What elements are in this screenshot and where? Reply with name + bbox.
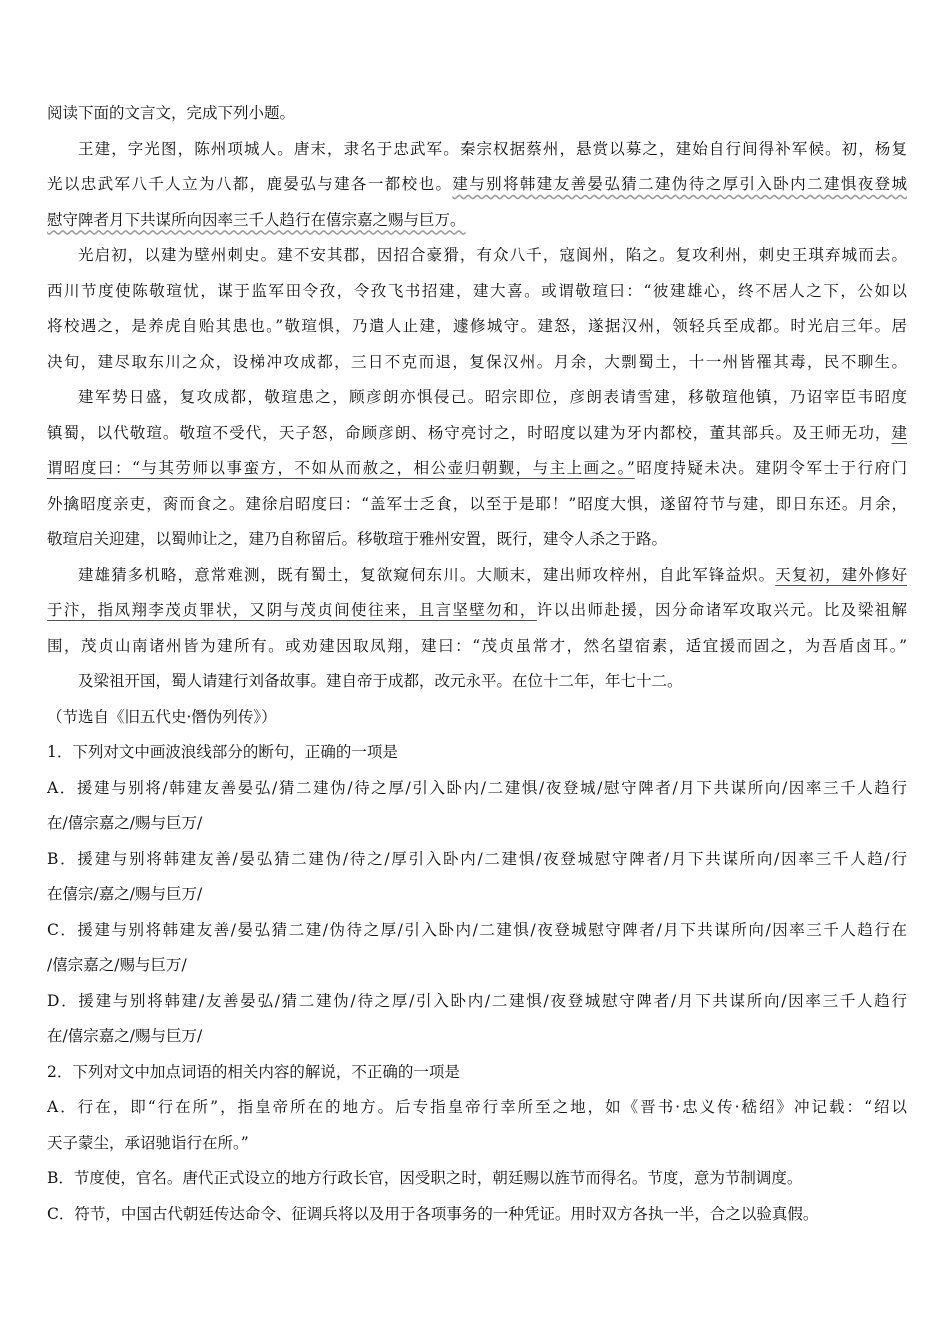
question-line xyxy=(47,735,907,771)
text-segment: 光以忠武军八千人立为八都，鹿晏弘与建各一都校也。 xyxy=(47,175,453,193)
option-line xyxy=(47,984,907,1020)
p4-line xyxy=(47,629,907,665)
text-segment: B．援建与别将韩建友善/晏弘猜二建伪/待之/厚引入卧内/二建惧/夜登城慰守陴者/月下共谋所向/因率三千人趋/行 xyxy=(47,849,907,868)
text-segment: C．援建与别将韩建友善/晏弘猜二建/伪待之厚/引入卧内/二建惧/夜登城慰守陴者/月下共谋所向/因率三千人趋行在 xyxy=(47,920,907,939)
option-line xyxy=(47,877,907,913)
text-segment: /僖宗嘉之/赐与巨万/ xyxy=(47,956,187,974)
p2-line xyxy=(47,238,907,274)
text-segment: 外擒昭度亲吏，脔而食之。建徐启昭度曰：“盖军士乏食，以至于是耶！”昭度大惧，遂留符节与建，即日东还。月余， xyxy=(47,494,907,513)
option-line xyxy=(47,948,907,984)
underlined-text: 慰守陴者月下共谋所向因率三千人趋行在僖宗嘉之赐与巨万。 xyxy=(47,210,466,229)
p4-line xyxy=(47,593,907,629)
p3-line xyxy=(47,522,907,558)
text-segment: D．援建与别将韩建/友善晏弘/猜二建伪/待之厚/引入卧内/二建惧/夜登城慰守陴者/月下共谋所向/因率三千人趋行 xyxy=(47,991,907,1010)
text-segment: A．行在，即“行在所”，指皇帝所在的地方。后专指皇帝行幸所至之地，如《晋书·忠义传·嵇绍》冲记载：“绍以 xyxy=(47,1098,907,1116)
underlined-text: 天复初，建外修好 xyxy=(775,565,907,584)
option-line xyxy=(47,1197,907,1233)
text-segment: （节选自《旧五代史·僭伪列传》） xyxy=(47,707,277,726)
option-line xyxy=(47,1126,907,1162)
text-segment: 建雄猜多机略，意常难测，既有蜀土，复欲窥伺东川。大顺末，建出师攻梓州，自此军锋益炽。 xyxy=(78,565,776,584)
text-segment: 在/僖宗嘉之/赐与巨万/ xyxy=(47,1027,203,1045)
underlined-text: 谓昭度曰：“与其劳师以事蛮方，不如从而赦之，相公壶归朝觐，与主上画之。” xyxy=(47,459,635,477)
underlined-text: 建与别将韩建友善晏弘猜二建伪待之厚引入卧内二建惧夜登城 xyxy=(452,175,907,193)
text-segment: 光启初，以建为壁州刺史。建不安其郡，因招合豪猾，有众八千，寇阆州，陷之。复攻利州，刺史王琪弃城而去。 xyxy=(78,246,907,264)
text-segment: 1．下列对文中画波浪线部分的断句，正确的一项是 xyxy=(47,743,398,761)
text-segment: 在/僖宗嘉之/赐与巨万/ xyxy=(47,814,203,832)
option-line xyxy=(47,806,907,842)
option-line xyxy=(47,913,907,949)
p4-line xyxy=(47,558,907,594)
p3-line xyxy=(47,416,907,452)
p2-line xyxy=(47,309,907,345)
p3-line xyxy=(47,451,907,487)
p1-line xyxy=(47,167,907,203)
p3-line xyxy=(47,380,907,416)
text-segment: A．援建与别将/韩建友善晏弘/猜二建伪/待之厚/引入卧内/二建惧/夜登城/慰守陴者/月下共谋所向/因率三千人趋行 xyxy=(47,778,907,797)
text-segment: 许以出师赴援，因分命诸军攻取兴元。比及梁祖解 xyxy=(536,601,907,619)
text-segment: 将校遇之，是养虎自贻其患也。”敬瑄惧，乃遣人止建，遽修城守。建怒，遂据汉州，领轻兵至成都。时光启三年。居 xyxy=(47,317,907,335)
p5-line xyxy=(47,664,907,700)
option-line xyxy=(47,842,907,878)
option-line xyxy=(47,771,907,807)
text-segment: B．节度使，官名。唐代正式设立的地方行政长官，因受职之时，朝廷赐以旌节而得名。节度，意为节制调度。 xyxy=(47,1169,803,1187)
text-segment: 西川节度使陈敬瑄忧，谋于监军田令孜，令孜飞书招建，建大喜。或谓敬瑄曰：“彼建雄心，终不居人之下，公如以 xyxy=(47,281,907,300)
text-segment: 镇蜀，以代敬瑄。敬瑄不受代，天子怒，命顾彦朗、杨守亮讨之，时昭度以建为牙内都校，董其部兵。及王师无功， xyxy=(47,423,892,442)
option-line xyxy=(47,1161,907,1197)
text-segment: 在僖宗/嘉之/赐与巨万/ xyxy=(47,885,203,903)
text-segment: 2．下列对文中加点词语的相关内容的解说，不正确的一项是 xyxy=(47,1062,460,1081)
p1-line xyxy=(47,132,907,168)
question-line xyxy=(47,1055,907,1091)
text-segment: 围，茂贞山南诸州皆为建所有。或劝建因取凤翔，建曰：“茂贞虽常才，然名望宿素，适宜援而固之，为吾盾卤耳。” xyxy=(47,636,907,655)
document-body xyxy=(47,96,907,1232)
p3-line xyxy=(47,487,907,523)
text-segment: 阅读下面的文言文，完成下列小题。 xyxy=(47,104,296,122)
underlined-text: 于汴，指凤翔李茂贞罪状，又阴与茂贞间使往来，且言坚壁勿和， xyxy=(47,601,537,619)
text-segment: 及梁祖开国，蜀人请建行刘备故事。建自帝于成都，改元永平。在位十二年，年七十二。 xyxy=(78,672,683,690)
p1-line xyxy=(47,203,907,239)
p2-line xyxy=(47,274,907,310)
p2-line xyxy=(47,345,907,381)
text-segment: 天子蒙尘，承诏驰诣行在所。” xyxy=(47,1133,249,1152)
option-line xyxy=(47,1090,907,1126)
text-segment: 建军势日盛，复攻成都，敬瑄患之，顾彦朗亦惧侵己。昭宗即位，彦朗表请雪建，移敬瑄他镇，乃诏宰臣韦昭度 xyxy=(78,388,907,406)
text-segment: 昭度持疑未决。建阴令军士于行府门 xyxy=(634,459,907,477)
option-line xyxy=(47,1019,907,1055)
text-segment: 决旬，建尽取东川之众，设梯冲攻成都，三日不克而退，复保汉州。月余，大剽蜀土，十一州皆罹其毒，民不聊生。 xyxy=(47,352,907,371)
source-line xyxy=(47,700,907,736)
underlined-text: 建 xyxy=(891,423,907,442)
text-segment: 敬瑄启关迎建，以蜀帅让之，建乃自称留后。移敬瑄于雅州安置，既行，建令人杀之于路。 xyxy=(47,530,668,548)
text-segment: 王建，字光图，陈州项城人。唐末，隶名于忠武军。秦宗权据蔡州，悬赏以募之，建始自行间得补军候。初，杨复 xyxy=(78,139,907,158)
intro-line xyxy=(47,96,907,132)
text-segment: C．符节，中国古代朝廷传达命令、征调兵将以及用于各项事务的一种凭证。用时双方各执一半，合之以验真假。 xyxy=(47,1204,819,1223)
